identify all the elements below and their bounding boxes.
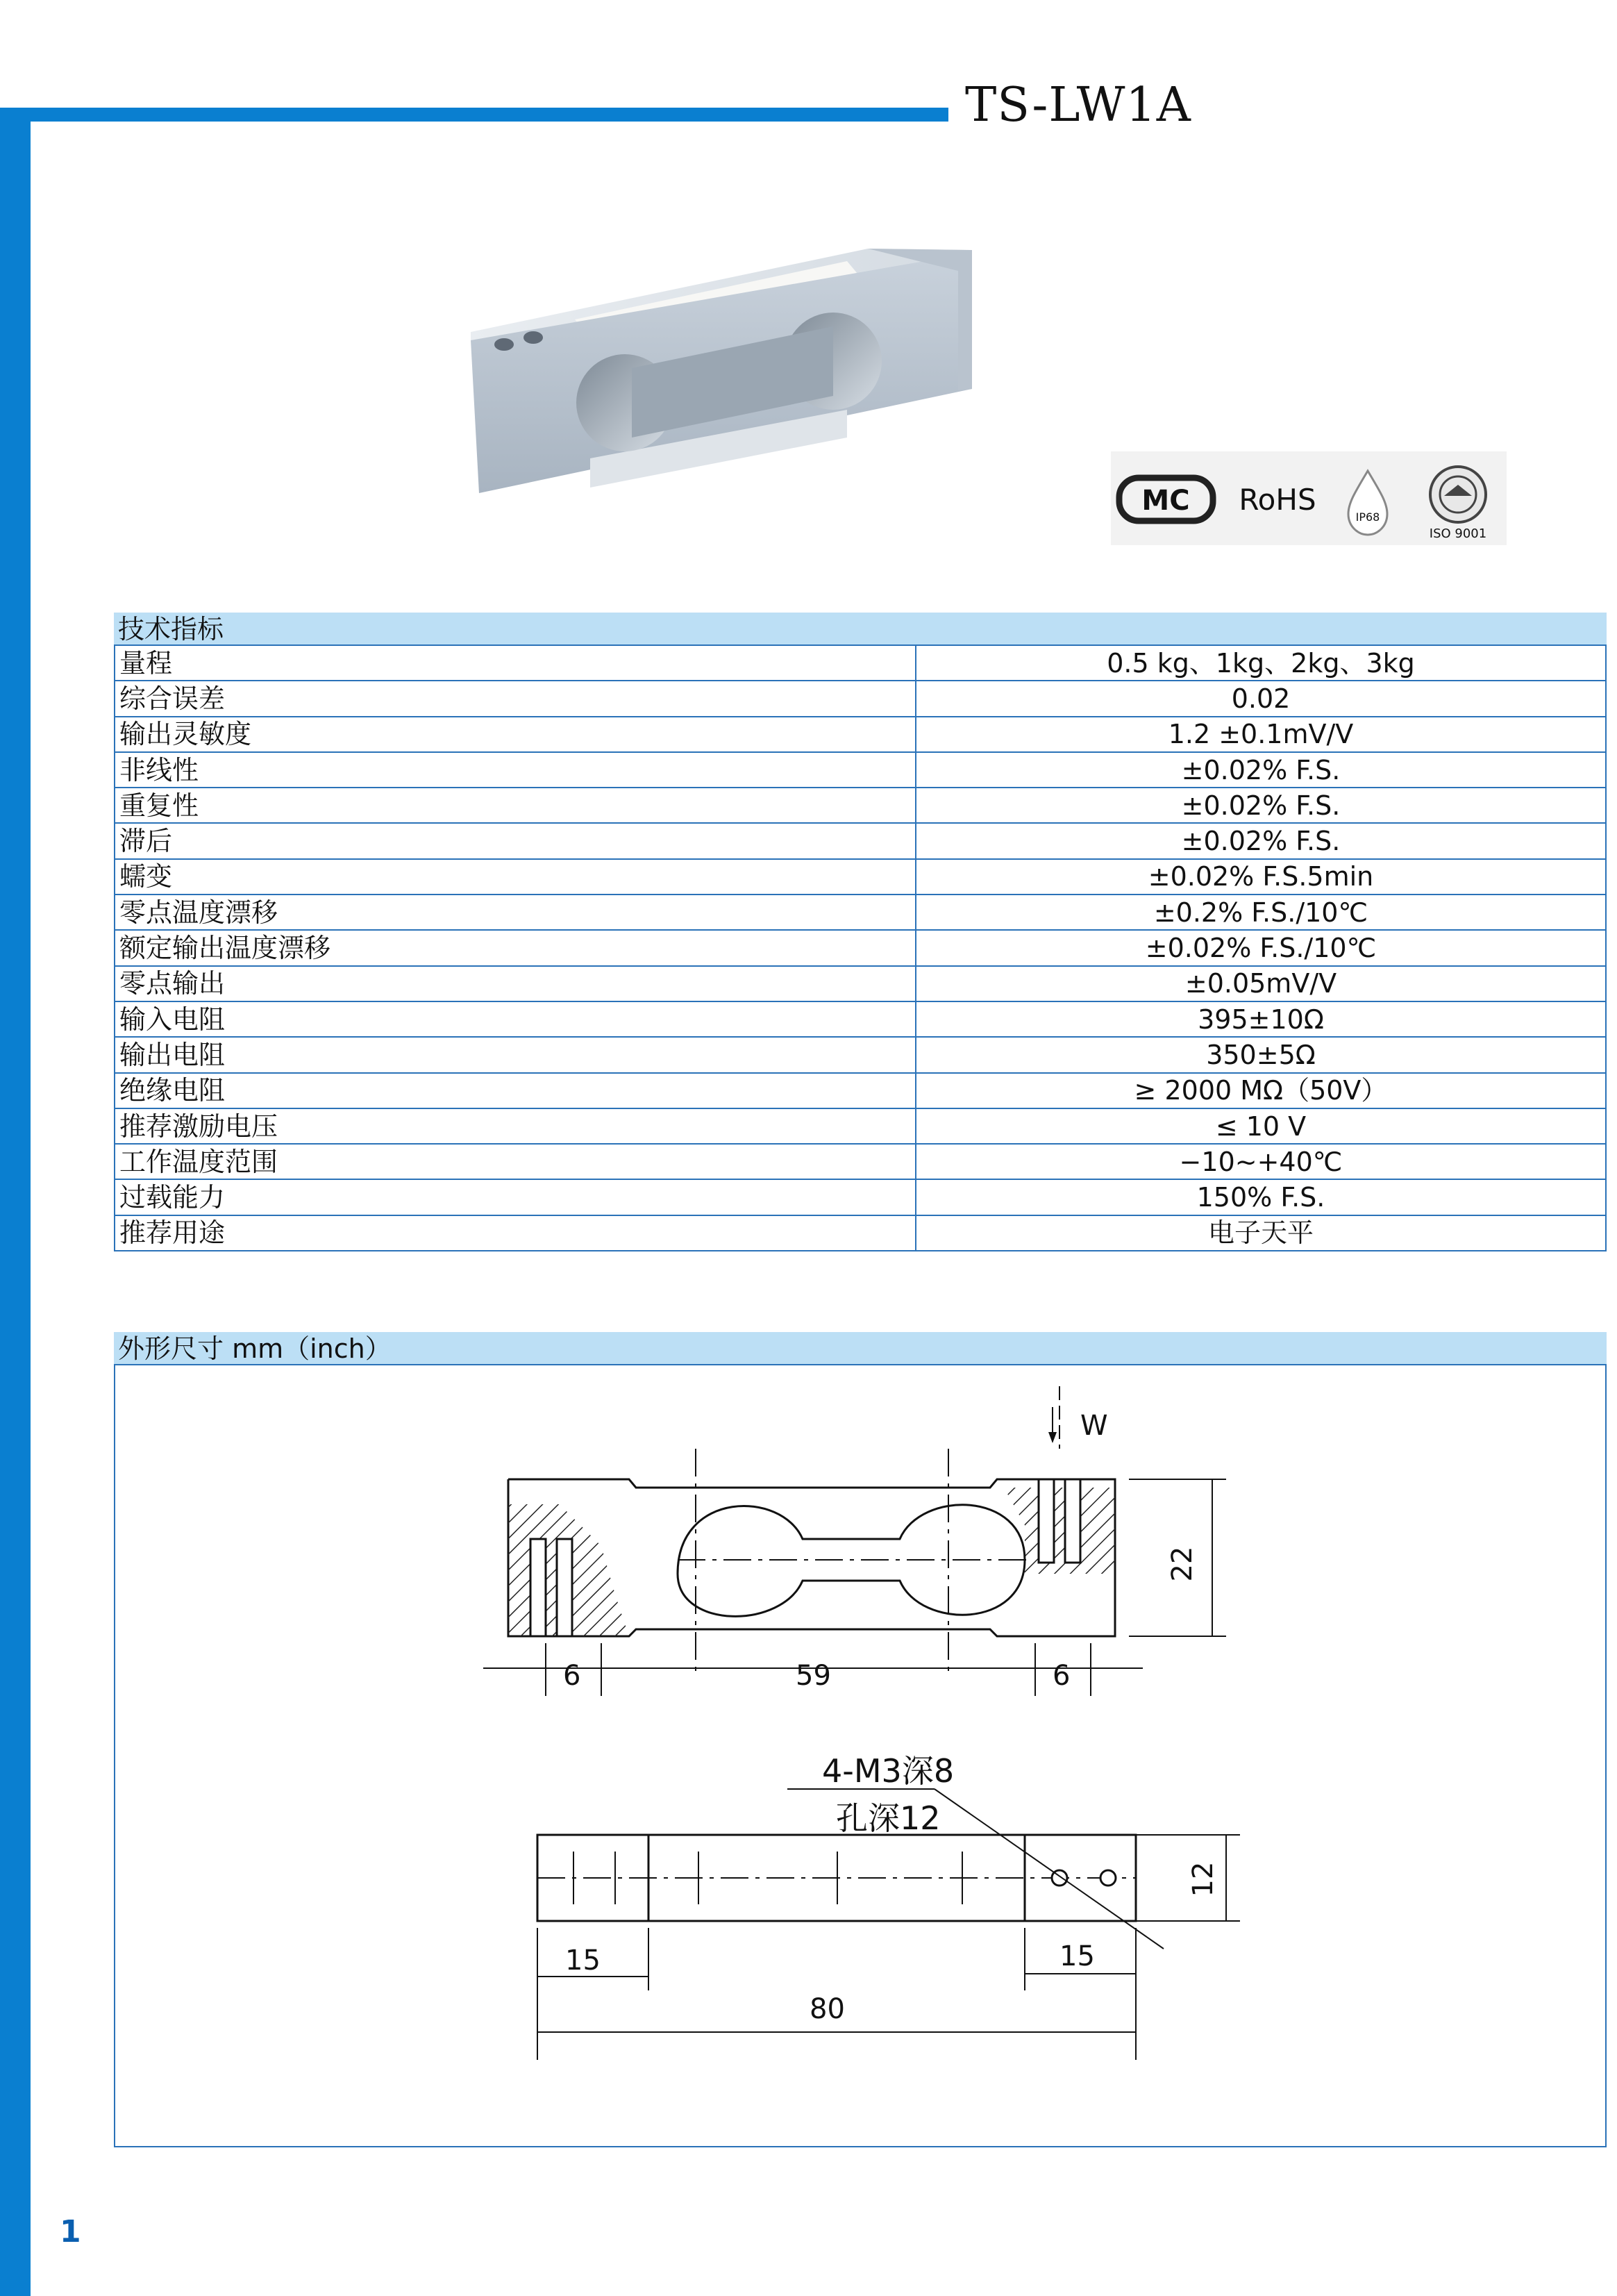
- spec-row: [115, 1001, 1606, 1037]
- svg-text:ISO 9001: ISO 9001: [1429, 526, 1487, 541]
- dim-80-label: 80: [810, 1993, 845, 2025]
- spec-name: 绝缘电阻: [115, 1073, 916, 1108]
- spec-name: 推荐用途: [115, 1215, 916, 1251]
- product-photo: [458, 229, 986, 507]
- spec-row: [115, 823, 1606, 858]
- svg-text:RoHS: RoHS: [1239, 483, 1316, 517]
- height-22-label: 22: [1166, 1546, 1198, 1582]
- cert-logo-strip: [1111, 451, 1507, 545]
- spec-table: [114, 644, 1607, 1251]
- dim-6-right-label: 6: [1053, 1660, 1071, 1692]
- page-number: 1: [60, 2214, 81, 2249]
- dim-59-label: 59: [796, 1660, 831, 1692]
- mc-logo-icon: [1119, 478, 1213, 521]
- spec-value: ±0.02% F.S.: [916, 788, 1606, 823]
- spec-name: 滞后: [115, 823, 916, 858]
- spec-row: [115, 717, 1606, 752]
- iso9001-logo-icon: [1430, 467, 1486, 541]
- spec-value: ±0.02% F.S./10℃: [916, 930, 1606, 965]
- model-title: TS-LW1A: [965, 78, 1191, 133]
- spec-name: 量程: [115, 645, 916, 681]
- spec-name: 零点温度漂移: [115, 895, 916, 930]
- spec-row: [115, 1073, 1606, 1108]
- spec-value: ±0.2% F.S./10℃: [916, 895, 1606, 930]
- ip68-logo-icon: [1348, 471, 1387, 535]
- spec-value: −10~+40℃: [916, 1144, 1606, 1179]
- spec-value: 150% F.S.: [916, 1179, 1606, 1215]
- spec-value: ±0.02% F.S.5min: [916, 859, 1606, 895]
- height-12-label: 12: [1187, 1861, 1219, 1897]
- header-accent-bar: [0, 108, 948, 122]
- spec-name: 蠕变: [115, 859, 916, 895]
- spec-name: 重复性: [115, 788, 916, 823]
- spec-row: [115, 966, 1606, 1001]
- spec-value: ±0.02% F.S.: [916, 752, 1606, 788]
- spec-row: [115, 930, 1606, 965]
- spec-name: 输入电阻: [115, 1001, 916, 1037]
- spec-name: 输出灵敏度: [115, 717, 916, 752]
- spec-name: 工作温度范围: [115, 1144, 916, 1179]
- svg-text:MC: MC: [1141, 485, 1190, 517]
- spec-name: 额定输出温度漂移: [115, 930, 916, 965]
- spec-value: ±0.02% F.S.: [916, 823, 1606, 858]
- spec-row: [115, 859, 1606, 895]
- dim-15-right-label: 15: [1059, 1940, 1095, 1972]
- spec-row: [115, 1144, 1606, 1179]
- spec-row: [115, 1215, 1606, 1251]
- spec-name: 零点输出: [115, 966, 916, 1001]
- certification-logos: [1111, 451, 1507, 545]
- spec-row: [115, 752, 1606, 788]
- dimension-drawing-box: [114, 1364, 1607, 2147]
- spec-row: [115, 645, 1606, 681]
- spec-value: 电子天平: [916, 1215, 1606, 1251]
- spec-name: 综合误差: [115, 681, 916, 716]
- spec-row: [115, 1179, 1606, 1215]
- spec-value: ≤ 10 V: [916, 1108, 1606, 1144]
- spec-row: [115, 1037, 1606, 1072]
- spec-value: 0.5 kg、1kg、2kg、3kg: [916, 645, 1606, 681]
- thread-note-2: 孔深12: [836, 1799, 941, 1837]
- dimension-section-title: 外形尺寸 mm（inch）: [114, 1332, 1607, 1364]
- spec-value: 1.2 ±0.1mV/V: [916, 717, 1606, 752]
- spec-row: [115, 895, 1606, 930]
- rohs-logo-icon: [1239, 483, 1316, 517]
- dimension-drawing: [115, 1365, 1605, 2146]
- dim-15-left-label: 15: [565, 1945, 601, 1977]
- dim-6-left-label: 6: [563, 1660, 581, 1692]
- spec-value: ±0.05mV/V: [916, 966, 1606, 1001]
- spec-section-title: 技术指标: [114, 613, 1607, 644]
- spec-value: 395±10Ω: [916, 1001, 1606, 1037]
- spec-row: [115, 1108, 1606, 1144]
- thread-note-1: 4-M3深8: [822, 1752, 955, 1790]
- spec-value: ≥ 2000 MΩ（50V）: [916, 1073, 1606, 1108]
- spec-name: 过载能力: [115, 1179, 916, 1215]
- svg-text:IP68: IP68: [1355, 510, 1380, 524]
- left-accent-bar: [0, 111, 31, 2296]
- spec-row: [115, 788, 1606, 823]
- spec-row: [115, 681, 1606, 716]
- spec-name: 非线性: [115, 752, 916, 788]
- spec-name: 推荐激励电压: [115, 1108, 916, 1144]
- spec-name: 输出电阻: [115, 1037, 916, 1072]
- spec-value: 350±5Ω: [916, 1037, 1606, 1072]
- w-label: W: [1080, 1410, 1108, 1442]
- load-cell-illustration: [458, 229, 986, 507]
- spec-value: 0.02: [916, 681, 1606, 716]
- side-view: [483, 1386, 1226, 1696]
